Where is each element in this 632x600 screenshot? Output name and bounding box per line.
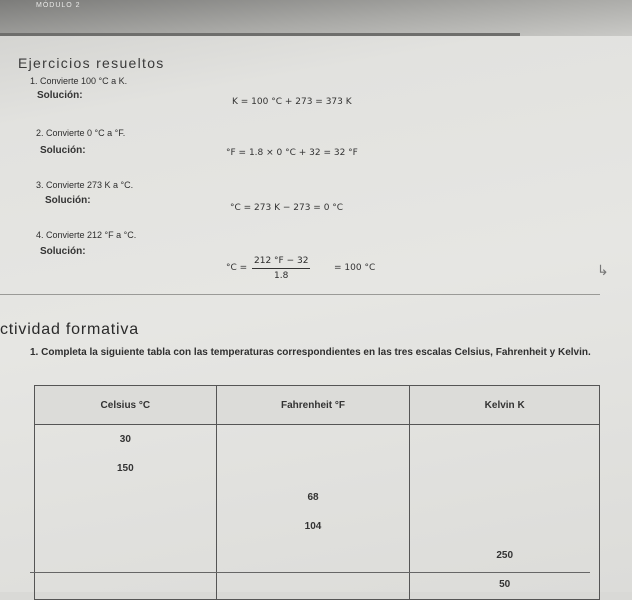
curl-mark: ↳ [597, 262, 609, 278]
table-row [35, 541, 600, 570]
cell-fahrenheit[interactable] [216, 541, 410, 570]
module-label: MÓDULO 2 [36, 2, 81, 9]
cell-fahrenheit[interactable] [216, 570, 410, 600]
section-title: Ejercicios resueltos [18, 55, 165, 71]
cell-celsius[interactable] [35, 541, 217, 570]
table-header-row [35, 386, 600, 425]
cell-celsius[interactable]: 30 [35, 425, 217, 455]
fraction-denominator: 1.8 [274, 271, 289, 281]
header-fahrenheit: Fahrenheit °F [216, 386, 410, 425]
exercise-3-prompt: 3. Convierte 273 K a °C. [36, 180, 134, 190]
exercise-4-fraction [252, 256, 310, 281]
header-band [0, 0, 632, 36]
cell-kelvin[interactable] [410, 454, 600, 483]
table-row [35, 454, 600, 483]
exercise-2-solution-label: Solución: [40, 145, 86, 156]
section-divider [0, 294, 600, 295]
cell-celsius[interactable] [35, 483, 217, 512]
exercise-3-solution-label: Solución: [45, 195, 91, 206]
exercise-2-equation: °F = 1.8 × 0 °C + 32 = 32 °F [226, 148, 358, 158]
cell-celsius[interactable]: 150 [35, 454, 217, 483]
bottom-rule [30, 572, 590, 573]
cell-fahrenheit[interactable]: 104 [216, 512, 410, 541]
cell-kelvin[interactable]: 50 [410, 570, 600, 600]
header-celsius: Celsius °C [35, 386, 217, 425]
cell-kelvin[interactable]: 250 [410, 541, 600, 570]
header-kelvin: Kelvin K [410, 386, 600, 425]
exercise-4-prompt: 4. Convierte 212 °F a °C. [36, 230, 137, 240]
table-row [35, 512, 600, 541]
exercise-1-prompt: 1. Convierte 100 °C a K. [30, 76, 128, 86]
table-row [35, 425, 600, 455]
activity-title: ctividad formativa [0, 321, 139, 338]
exercise-1-solution-label: Solución: [37, 90, 83, 101]
cell-fahrenheit[interactable] [216, 454, 410, 483]
exercise-4-equation-lhs: °C = [226, 263, 248, 273]
cell-kelvin[interactable] [410, 483, 600, 512]
temperature-table [34, 385, 600, 600]
cell-celsius[interactable] [35, 512, 217, 541]
cell-kelvin[interactable] [410, 425, 600, 455]
exercise-4-solution-label: Solución: [40, 246, 86, 257]
cell-fahrenheit[interactable] [216, 425, 410, 455]
activity-instruction: 1. Completa la siguiente tabla con las temperaturas correspondientes en las tres escalas Celsius, Fahrenheit y Kelvin. [30, 347, 591, 358]
cell-fahrenheit[interactable]: 68 [216, 483, 410, 512]
cell-celsius[interactable] [35, 570, 217, 600]
fraction-numerator: 212 °F − 32 [252, 256, 310, 269]
table-row [35, 483, 600, 512]
exercise-3-equation: °C = 273 K − 273 = 0 °C [230, 203, 344, 213]
table-row [35, 570, 600, 600]
exercise-1-equation: K = 100 °C + 273 = 373 K [232, 97, 352, 107]
exercise-2-prompt: 2. Convierte 0 °C a °F. [36, 128, 126, 138]
exercise-4-equation-rhs: = 100 °C [334, 263, 376, 273]
cell-kelvin[interactable] [410, 512, 600, 541]
